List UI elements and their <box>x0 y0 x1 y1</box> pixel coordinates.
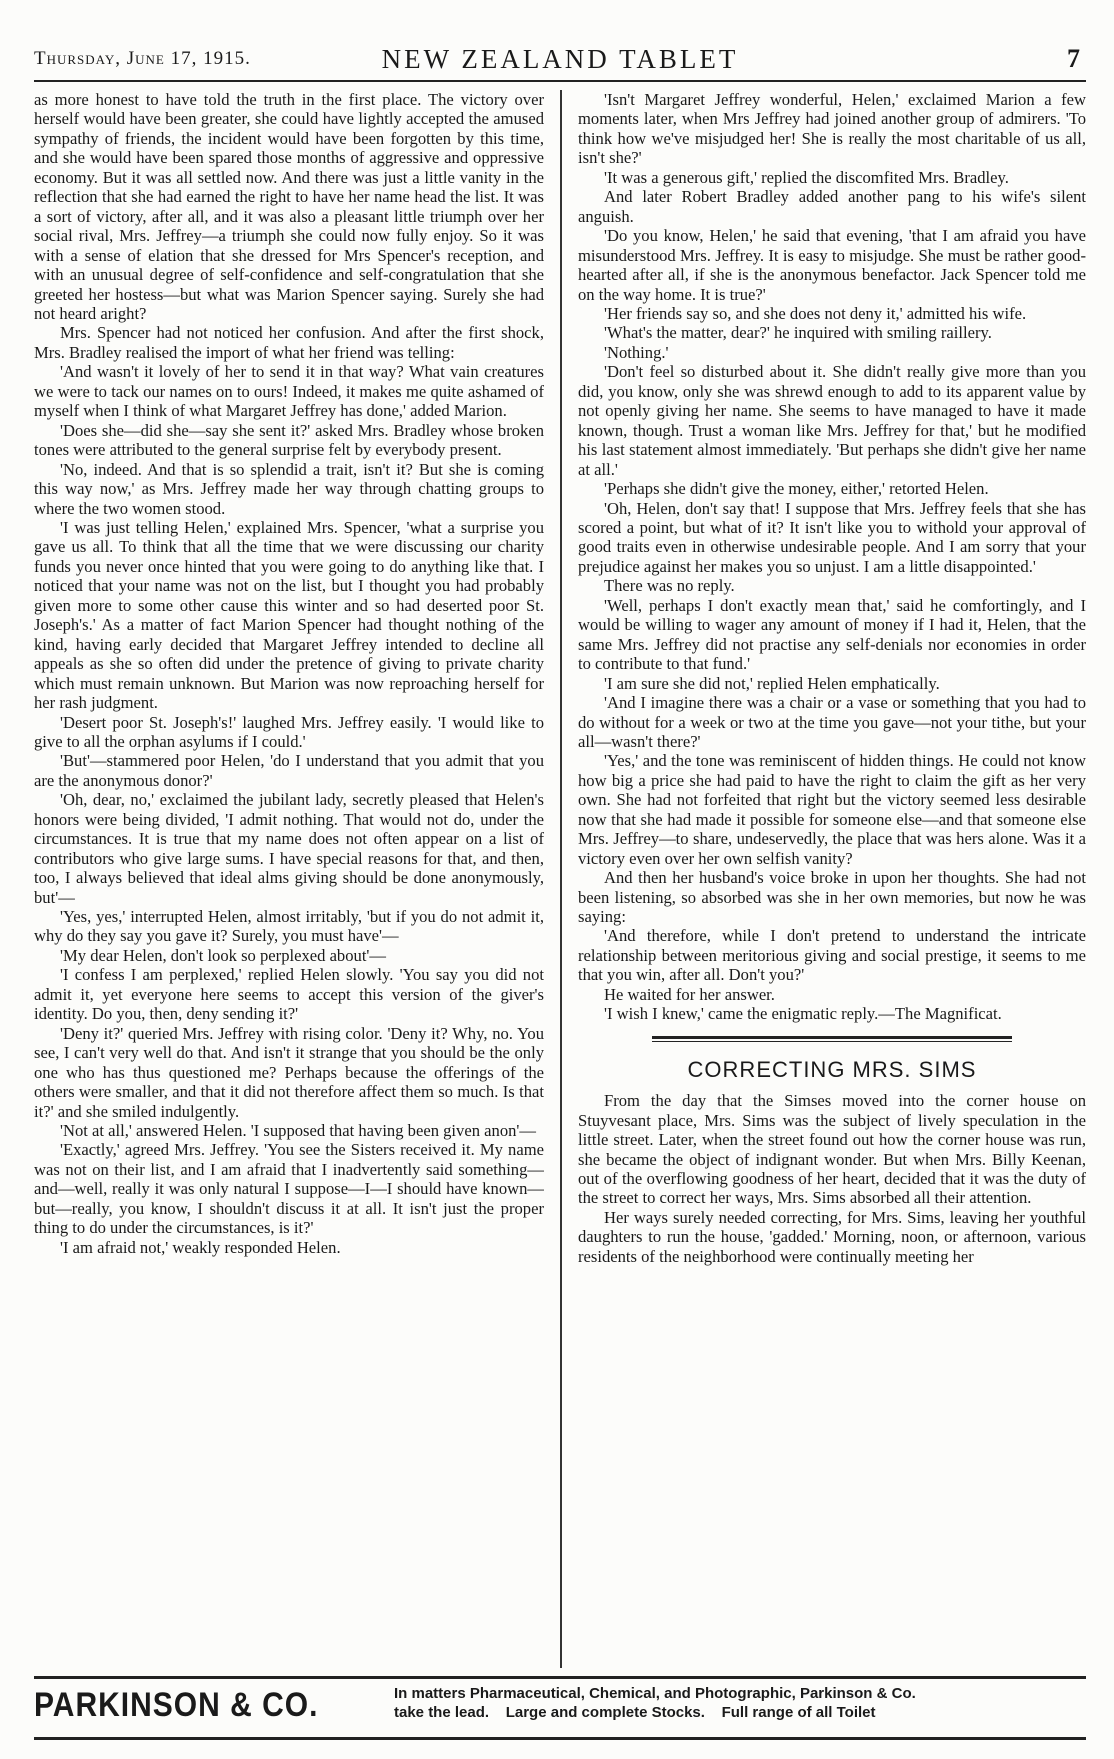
paragraph: 'I was just telling Helen,' explained Mrs. Spencer, 'what a surprise you gave us all. To think that all the time that we were discussing our charity funds you never once hinted that you were going to do anything like that. I noticed that your name was not on the list, but I thought you had probably given more to some other cause this winter and so had deserted poor St. Joseph's.' As a matter of fact Marion Spencer had thought nothing of the kind, having early decided that Margaret Jeffrey intended to decline all appeals as she so often did under the pretence of giving to private charity which must remain unknown. But Marion was now reproaching herself for her rash judgment. <box>34 517 544 713</box>
paragraph: 'And wasn't it lovely of her to send it in that way? What vain creatures we were to tack our names on to ours! Indeed, it makes me quite ashamed of myself when I think of what Margaret Jeffrey has done,' added Marion. <box>34 362 544 421</box>
section-rule <box>652 1036 1012 1042</box>
ad-line: take the lead. Large and complete Stocks. Full range of all Toilet <box>394 1704 876 1721</box>
paragraph: 'It was a generous gift,' replied the discomfited Mrs. Bradley. <box>604 167 1009 187</box>
left-column <box>34 90 544 1668</box>
footer-rule <box>34 1676 1086 1679</box>
paragraph: 'No, indeed. And that is so splendid a trait, isn't it? But she is coming this way now,' as Mrs. Jeffrey made her way through chatting groups to where the two women stood. <box>34 459 544 518</box>
paragraph: 'Yes, yes,' interrupted Helen, almost irritably, 'but if you do not admit it, why do they say you gave it? Surely, you must have'— <box>34 907 544 946</box>
advertisement-text <box>394 1684 1086 1722</box>
paragraph: 'But'—stammered poor Helen, 'do I understand that you admit that you are the anonymous donor?' <box>34 751 544 790</box>
paragraph: 'What's the matter, dear?' he inquired with smiling raillery. <box>604 323 992 343</box>
paragraph: 'Not at all,' answered Helen. 'I supposed that having been given anon'— <box>60 1121 536 1141</box>
page-header <box>34 40 1086 82</box>
paragraph: He waited for her answer. <box>604 984 775 1004</box>
paragraph: 'I am sure she did not,' replied Helen emphatically. <box>604 673 940 693</box>
paragraph: 'Nothing.' <box>604 342 669 362</box>
paragraph: 'I wish I knew,' came the enigmatic reply.—The Magnificat. <box>604 1004 1002 1024</box>
issue-date: Thursday, June 17, 1915. <box>34 48 251 69</box>
paragraph: 'Yes,' and the tone was reminiscent of hidden things. He could not know how big a price she had paid to have the right to claim the gift as her very own. She had not forfeited that right but the victory seemed less desirable now that she had made it possible for someone else—and that someone else Mrs. Jeffrey—to share, undeservedly, the place that was hers alone. Was it a victory even over her own selfish vanity? <box>578 751 1086 868</box>
paragraph: 'Isn't Margaret Jeffrey wonderful, Helen,' exclaimed Marion a few moments later, when Mrs Jeffrey had joined another group of admirers. 'To think how we've misjudged her! She is really the most charitable of us all, isn't she?' <box>578 90 1086 168</box>
paragraph: And then her husband's voice broke in upon her thoughts. She had not been listening, so absorbed was she in her own memories, but now he was saying: <box>578 868 1086 927</box>
advertiser-name: PARKINSON & CO. <box>34 1686 319 1724</box>
paragraph: There was no reply. <box>604 576 735 596</box>
paragraph: 'Oh, Helen, don't say that! I suppose that Mrs. Jeffrey feels that she has scored a point, but what of it? It isn't like you to withold your approval of good traits even in otherwise undesirable people. And I am sorry that your prejudice against her makes you so unjust. I am a little disappointed.' <box>578 498 1086 576</box>
paragraph: And later Robert Bradley added another pang to his wife's silent anguish. <box>578 187 1086 226</box>
paragraph: 'Deny it?' queried Mrs. Jeffrey with rising color. 'Deny it? Why, no. You see, I can't very well do that. And isn't it strange that you should be the only one who has thus questioned me? Perhaps because the offerings of the others were smaller, and that it did not therefore affect them so much. Is that it?' and she smiled indulgently. <box>34 1023 544 1121</box>
ad-line: In matters Pharmaceutical, Chemical, and Photographic, Parkinson & Co. <box>394 1685 916 1702</box>
page-number: 7 <box>1067 44 1080 73</box>
paragraph: 'Oh, dear, no,' exclaimed the jubilant lady, secretly pleased that Helen's honors were being divided, 'I admit nothing. That would not do, under the circumstances. It is true that my name does not often appear on a list of contributors who give large sums. I have special reasons for that, and then, too, I always believed that ideal alms giving should be done anonymously, but'— <box>34 790 544 907</box>
column-divider <box>560 90 562 1668</box>
paragraph: 'My dear Helen, don't look so perplexed about'— <box>60 945 387 965</box>
paragraph: 'I am afraid not,' weakly responded Helen. <box>60 1237 341 1257</box>
paragraph: 'And therefore, while I don't pretend to understand the intricate relationship between meritorious giving and social prestige, it seems to me that you win, after all. Don't you?' <box>578 926 1086 985</box>
publication-title: NEW ZEALAND TABLET <box>381 44 739 74</box>
paragraph: 'Her friends say so, and she does not deny it,' admitted his wife. <box>604 303 1027 323</box>
section-title: CORRECTING MRS. SIMS <box>687 1056 977 1082</box>
paragraph: as more honest to have told the truth in the first place. The victory over herself would have been greater, she could have lightly accepted the amused sympathy of friends, the incident would have been forgotten by this time, and she would have been spared those months of aggressive and oppressive economy. But it was all settled now. And there was just a little vanity in the reflection that she had earned the right to have her name head the list. It was a sort of victory, after all, and it was also a pleasant little triumph over her social rival, Mrs. Jeffrey—a triumph she could now fully enjoy. So it was with a sense of elation that she dressed for Mrs Spencer's reception, and with an unusual degree of self-confidence and self-congratulation that she greeted her hostess—but what was Marion Spencer saying. Surely she had not heard aright? <box>34 90 544 323</box>
right-column <box>578 90 1086 1668</box>
advertisement-footer <box>34 1676 1086 1740</box>
paragraph: 'Do you know, Helen,' he said that evening, 'that I am afraid you have misunderstood Mrs. Jeffrey. It is easy to misjudge. She must be rather good-hearted after all, if she is the anonymous benefactor. Jack Spencer told me on the way home. It is true?' <box>578 226 1086 304</box>
paragraph: 'Perhaps she didn't give the money, either,' retorted Helen. <box>604 479 989 499</box>
paragraph: From the day that the Simses moved into the corner house on Stuyvesant place, Mrs. Sims was the subject of lively speculation in the little street. Later, when the street found out how the corner house was run, she became the object of indignant wonder. But when Mrs. Billy Keenan, out of the overflowing goodness of her heart, decided that it was the duty of the street to correct her ways, Mrs. Sims absorbed all their attention. <box>578 1091 1086 1208</box>
paragraph: 'Don't feel so disturbed about it. She didn't really give more than you did, you know, only she was shrewd enough to add to its apparent value by not openly giving her name. She seems to have managed to have it made known, though. Trust a woman like Mrs. Jeffrey for that,' but he modified his last statement almost immediately. 'But perhaps she didn't give her name at all.' <box>578 362 1086 479</box>
footer-rule <box>34 1737 1086 1740</box>
paragraph: 'I confess I am perplexed,' replied Helen slowly. 'You say you did not admit it, yet everyone here seems to accept this version of the giver's identity. Do you, then, deny sending it?' <box>34 965 544 1024</box>
paragraph: 'Desert poor St. Joseph's!' laughed Mrs. Jeffrey easily. 'I would like to give to all the orphan asylums if I could.' <box>34 712 544 751</box>
paragraph: 'Exactly,' agreed Mrs. Jeffrey. 'You see the Sisters received it. My name was not on their list, and I am afraid that I inadvertently said something—and—well, really it was only natural I suppose—I—I should have known—but—really, you know, I shouldn't discuss it at all. It isn't just the proper thing to do under the circumstances, is it?' <box>34 1140 544 1238</box>
paragraph: 'Well, perhaps I don't exactly mean that,' said he comfortingly, and I would be willing to wager any amount of money if I had it, Helen, that the same Mrs. Jeffrey did not practise any self-denials nor economies in order to contribute to that fund.' <box>578 595 1086 674</box>
paragraph: Her ways surely needed correcting, for Mrs. Sims, leaving her youthful daughters to run the house, 'gadded.' Morning, noon, or afternoon, various residents of the neighborhood were continually meeting her <box>578 1207 1086 1266</box>
paragraph: 'Does she—did she—say she sent it?' asked Mrs. Bradley whose broken tones were attributed to the general surprise felt by everybody present. <box>34 420 544 460</box>
paragraph: Mrs. Spencer had not noticed her confusion. And after the first shock, Mrs. Bradley realised the import of what her friend was telling: <box>34 323 544 362</box>
paragraph: 'And I imagine there was a chair or a vase or something that you had to do without for a week or two at the time you gave—not your tithe, but your all—wasn't there?' <box>578 693 1086 751</box>
